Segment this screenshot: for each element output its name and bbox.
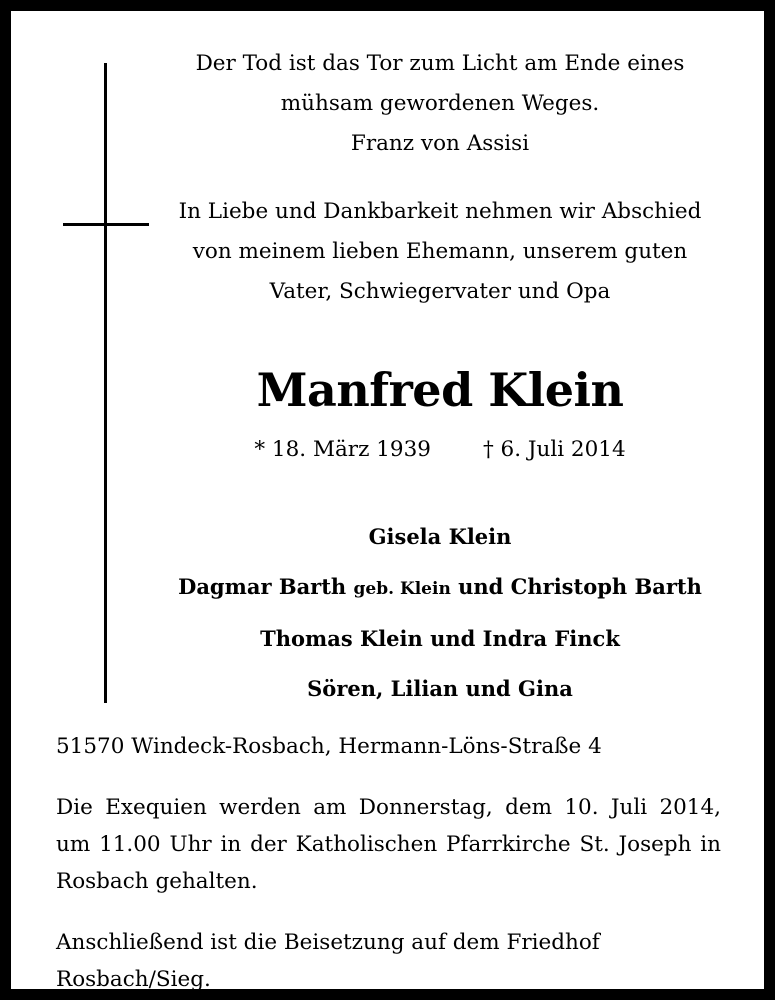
deceased-name: Manfred Klein (256, 363, 624, 417)
service-line: um 11.00 Uhr in der Katholischen Pfarrkirche St. Joseph in (56, 832, 721, 857)
mourner-name: und Christoph Barth (458, 574, 702, 599)
intro-line: Vater, Schwiegervater und Opa (269, 279, 611, 304)
mourner-name: Dagmar Barth (178, 574, 347, 599)
mourner-line (140, 562, 740, 614)
intro-block (140, 192, 740, 312)
quote-block (140, 44, 740, 164)
service-line: Rosbach gehalten. (56, 869, 258, 894)
family-address: 51570 Windeck-Rosbach, Hermann-Löns-Straße 4 (56, 734, 602, 759)
intro-line: von meinem lieben Ehemann, unserem guten (192, 239, 688, 264)
mourner-line: Thomas Klein und Indra Finck (260, 626, 620, 651)
death-date: † 6. Juli 2014 (482, 437, 626, 462)
burial-info: Anschließend ist die Beisetzung auf dem Friedhof Rosbach/Sieg. (56, 930, 600, 992)
quote-line: mühsam gewordenen Weges. (280, 91, 600, 116)
mourners-block (140, 512, 740, 714)
maiden-name-note: geb. Klein (353, 579, 451, 599)
intro-line: In Liebe und Dankbarkeit nehmen wir Abschied (178, 199, 702, 224)
birth-date: * 18. März 1939 (254, 437, 431, 462)
quote-line: Der Tod ist das Tor zum Licht am Ende eines (195, 51, 685, 76)
service-line: Die Exequien werden am Donnerstag, dem 10. Juli 2014, (56, 795, 721, 820)
mourner-line: Sören, Lilian und Gina (307, 676, 573, 701)
cross-vertical-bar (104, 63, 107, 703)
quote-author: Franz von Assisi (350, 131, 530, 156)
funeral-service-info (56, 789, 721, 900)
life-dates (140, 430, 740, 470)
mourner-line: Gisela Klein (368, 524, 512, 549)
cross-horizontal-bar (63, 223, 149, 226)
